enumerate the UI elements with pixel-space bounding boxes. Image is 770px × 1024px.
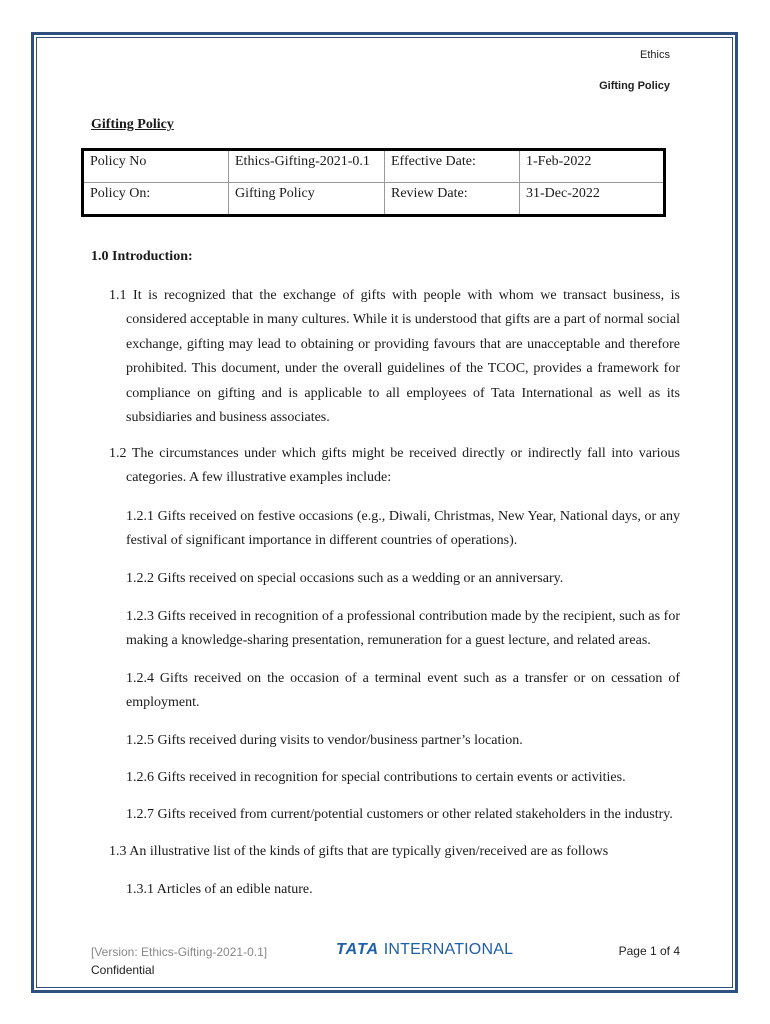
table-cell: Gifting Policy — [229, 183, 385, 216]
table-cell: Policy No — [83, 150, 229, 183]
table-cell: 31-Dec-2022 — [520, 183, 665, 216]
paragraph-1-2-4: 1.2.4 Gifts received on the occasion of a terminal event such as a transfer or on cessation of employment. — [126, 671, 680, 711]
footer-version: [Version: Ethics-Gifting-2021-0.1] — [91, 945, 268, 959]
paragraph-1-2-6: 1.2.6 Gifts received in recognition for special contributions to certain events or activities. — [126, 770, 626, 785]
page-number: Page 1 of 4 — [618, 944, 680, 958]
logo-tata: TATA — [336, 941, 380, 958]
section-heading: 1.0 Introduction: — [91, 249, 193, 264]
logo-international: INTERNATIONAL — [383, 941, 514, 958]
table-cell: Effective Date: — [385, 150, 520, 183]
table-cell: Policy On: — [83, 183, 229, 216]
table-row — [83, 183, 665, 216]
paragraph-1-2-3: 1.2.3 Gifts received in recognition of a professional contribution made by the recipient, such as for making a knowledge-sharing presentation, remuneration for a guest lecture, and related areas. — [126, 609, 680, 649]
table-cell: Review Date: — [385, 183, 520, 216]
header-category: Ethics — [640, 49, 670, 61]
company-logo — [336, 941, 513, 959]
paragraph-1-2-2: 1.2.2 Gifts received on special occasions such as a wedding or an anniversary. — [126, 571, 564, 586]
table-cell: Ethics-Gifting-2021-0.1 — [229, 150, 385, 183]
table-row — [83, 150, 665, 183]
footer-confidential: Confidential — [91, 963, 155, 977]
header-document: Gifting Policy — [599, 80, 670, 92]
paragraph-1-2: 1.2 The circumstances under which gifts might be received directly or indirectly fall into various categories. A few illustrative examples include: — [109, 446, 680, 486]
paragraph-1-3: 1.3 An illustrative list of the kinds of gifts that are typically given/received are as follows — [109, 844, 609, 859]
policy-table — [81, 148, 666, 217]
footer-version-block — [91, 943, 267, 979]
paragraph-1-2-1: 1.2.1 Gifts received on festive occasions (e.g., Diwali, Christmas, New Year, National days, or any festival of significant importance in different countries of operations). — [126, 509, 680, 549]
paragraph-1-3-1: 1.3.1 Articles of an edible nature. — [126, 882, 313, 897]
page-title: Gifting Policy — [91, 117, 174, 132]
table-cell: 1-Feb-2022 — [520, 150, 665, 183]
paragraph-1-2-7: 1.2.7 Gifts received from current/potential customers or other related stakeholders in the industry. — [126, 807, 673, 822]
paragraph-1-1: 1.1 It is recognized that the exchange of gifts with people with whom we transact business, is considered acceptable in many cultures. While it is understood that gifts are a part of normal social exchange, gifting may lead to obtaining or providing favours that are unacceptable and therefore prohibited. This document, under the overall guidelines of the TCOC, provides a framework for compliance on gifting and is applicable to all employees of Tata International as well as its subsidiaries and business associates. — [109, 288, 680, 426]
paragraph-1-2-5: 1.2.5 Gifts received during visits to vendor/business partner’s location. — [126, 733, 523, 748]
